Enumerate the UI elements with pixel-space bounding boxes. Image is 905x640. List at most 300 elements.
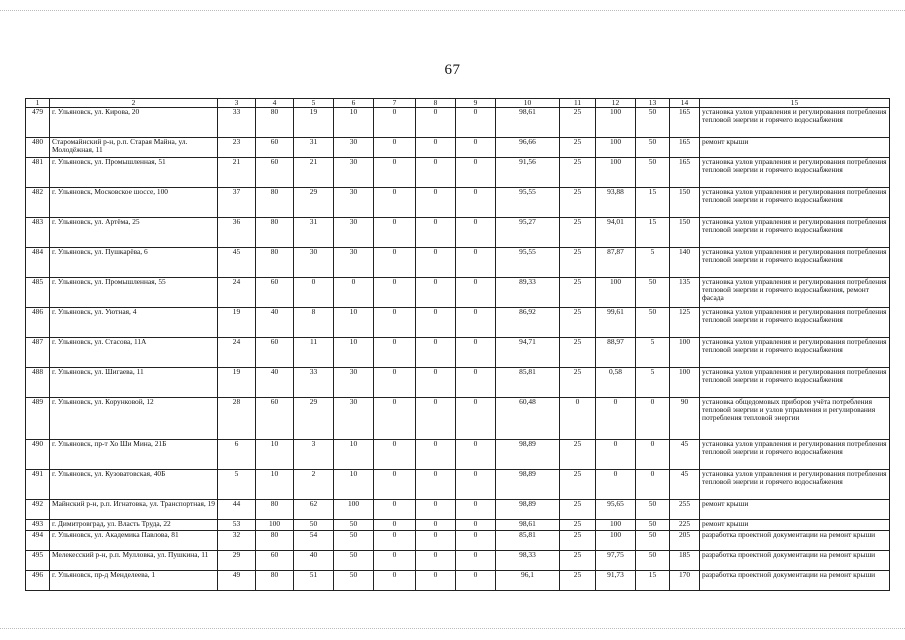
column-header-1: 1 bbox=[26, 99, 50, 108]
table-cell-col-2: г. Ульяновск, Московское шоссе, 100 bbox=[50, 188, 218, 218]
table-cell-col-1: 496 bbox=[26, 571, 50, 591]
table-cell-col-3: 37 bbox=[218, 188, 256, 218]
table-row bbox=[26, 188, 890, 218]
table-cell-col-13: 50 bbox=[636, 500, 670, 520]
table-cell-col-12: 0 bbox=[596, 470, 636, 500]
column-header-4: 4 bbox=[256, 99, 294, 108]
table-cell-col-7: 0 bbox=[374, 188, 416, 218]
table-cell-col-4: 80 bbox=[256, 248, 294, 278]
table-cell-col-4: 60 bbox=[256, 138, 294, 158]
table-cell-col-15: установка узлов управления и регулирования потребления тепловой энергии и горячего водоснабжения bbox=[700, 368, 890, 398]
table-cell-col-5: 8 bbox=[294, 308, 334, 338]
table-cell-col-13: 5 bbox=[636, 368, 670, 398]
table-cell-col-4: 60 bbox=[256, 551, 294, 571]
table-cell-col-8: 0 bbox=[416, 218, 456, 248]
table-cell-col-7: 0 bbox=[374, 308, 416, 338]
table-cell-col-4: 100 bbox=[256, 520, 294, 531]
table-cell-col-4: 40 bbox=[256, 368, 294, 398]
table-cell-col-4: 60 bbox=[256, 278, 294, 308]
table-cell-col-10: 86,92 bbox=[496, 308, 560, 338]
table-cell-col-8: 0 bbox=[416, 278, 456, 308]
table-cell-col-13: 15 bbox=[636, 188, 670, 218]
table-cell-col-5: 30 bbox=[294, 248, 334, 278]
table-cell-col-11: 25 bbox=[560, 520, 596, 531]
table-cell-col-14: 100 bbox=[670, 368, 700, 398]
table-row bbox=[26, 470, 890, 500]
table-cell-col-6: 30 bbox=[334, 218, 374, 248]
table-cell-col-1: 494 bbox=[26, 531, 50, 551]
table-cell-col-8: 0 bbox=[416, 138, 456, 158]
table-cell-col-5: 21 bbox=[294, 158, 334, 188]
table-row bbox=[26, 248, 890, 278]
table-cell-col-5: 31 bbox=[294, 218, 334, 248]
table-cell-col-6: 0 bbox=[334, 278, 374, 308]
table-cell-col-9: 0 bbox=[456, 338, 496, 368]
table-cell-col-11: 25 bbox=[560, 368, 596, 398]
table-cell-col-14: 100 bbox=[670, 338, 700, 368]
table-cell-col-10: 98,33 bbox=[496, 551, 560, 571]
table-cell-col-2: Майнский р-н, р.п. Игнатовка, ул. Транспортная, 19 bbox=[50, 500, 218, 520]
table-cell-col-4: 80 bbox=[256, 531, 294, 551]
column-header-15: 15 bbox=[700, 99, 890, 108]
column-header-8: 8 bbox=[416, 99, 456, 108]
table-cell-col-11: 25 bbox=[560, 571, 596, 591]
table-cell-col-15: ремонт крыши bbox=[700, 500, 890, 520]
table-cell-col-12: 100 bbox=[596, 520, 636, 531]
table-cell-col-1: 487 bbox=[26, 338, 50, 368]
table-cell-col-15: установка узлов управления и регулирования потребления тепловой энергии и горячего водоснабжения bbox=[700, 440, 890, 470]
table-cell-col-6: 50 bbox=[334, 531, 374, 551]
column-header-13: 13 bbox=[636, 99, 670, 108]
table-cell-col-2: Старомайнский р-н, р.п. Старая Майна, ул. Молодёжная, 11 bbox=[50, 138, 218, 158]
table-cell-col-3: 21 bbox=[218, 158, 256, 188]
table-cell-col-14: 205 bbox=[670, 531, 700, 551]
table-cell-col-1: 485 bbox=[26, 278, 50, 308]
table-cell-col-6: 10 bbox=[334, 440, 374, 470]
table-row bbox=[26, 278, 890, 308]
scan-artifact-top bbox=[0, 10, 905, 15]
table-cell-col-3: 5 bbox=[218, 470, 256, 500]
table-cell-col-7: 0 bbox=[374, 158, 416, 188]
table-cell-col-9: 0 bbox=[456, 158, 496, 188]
column-header-12: 12 bbox=[596, 99, 636, 108]
table-cell-col-6: 10 bbox=[334, 308, 374, 338]
table-cell-col-7: 0 bbox=[374, 551, 416, 571]
table-cell-col-12: 0 bbox=[596, 398, 636, 440]
table-cell-col-15: установка узлов управления и регулирования потребления тепловой энергии и горячего водоснабжения, ремонт фасада bbox=[700, 278, 890, 308]
table-cell-col-3: 45 bbox=[218, 248, 256, 278]
table-cell-col-4: 40 bbox=[256, 308, 294, 338]
table-cell-col-9: 0 bbox=[456, 188, 496, 218]
table-cell-col-13: 0 bbox=[636, 440, 670, 470]
table-cell-col-3: 32 bbox=[218, 531, 256, 551]
table-cell-col-3: 44 bbox=[218, 500, 256, 520]
table-cell-col-10: 98,89 bbox=[496, 500, 560, 520]
table-cell-col-4: 10 bbox=[256, 470, 294, 500]
table-cell-col-4: 80 bbox=[256, 108, 294, 138]
table-cell-col-15: ремонт крыши bbox=[700, 138, 890, 158]
table-cell-col-14: 170 bbox=[670, 571, 700, 591]
table-cell-col-10: 96,66 bbox=[496, 138, 560, 158]
table-cell-col-14: 185 bbox=[670, 551, 700, 571]
table-cell-col-5: 29 bbox=[294, 188, 334, 218]
table-cell-col-2: г. Ульяновск, ул. Промышленная, 51 bbox=[50, 158, 218, 188]
table-cell-col-3: 24 bbox=[218, 278, 256, 308]
table-cell-col-7: 0 bbox=[374, 531, 416, 551]
table-cell-col-9: 0 bbox=[456, 368, 496, 398]
table-cell-col-13: 50 bbox=[636, 138, 670, 158]
table-cell-col-6: 10 bbox=[334, 470, 374, 500]
table-cell-col-7: 0 bbox=[374, 278, 416, 308]
table-cell-col-13: 50 bbox=[636, 531, 670, 551]
table-cell-col-2: г. Ульяновск, ул. Пушкарёва, 6 bbox=[50, 248, 218, 278]
column-header-9: 9 bbox=[456, 99, 496, 108]
table-cell-col-8: 0 bbox=[416, 531, 456, 551]
table-cell-col-14: 150 bbox=[670, 188, 700, 218]
table-cell-col-10: 98,61 bbox=[496, 108, 560, 138]
table-cell-col-11: 0 bbox=[560, 398, 596, 440]
table-cell-col-7: 0 bbox=[374, 500, 416, 520]
table-cell-col-8: 0 bbox=[416, 308, 456, 338]
table-cell-col-15: разработка проектной документации на ремонт крыши bbox=[700, 551, 890, 571]
table-cell-col-3: 23 bbox=[218, 138, 256, 158]
table-cell-col-15: установка узлов управления и регулирования потребления тепловой энергии и горячего водоснабжения bbox=[700, 308, 890, 338]
table-cell-col-7: 0 bbox=[374, 571, 416, 591]
table-cell-col-6: 30 bbox=[334, 368, 374, 398]
table-cell-col-8: 0 bbox=[416, 551, 456, 571]
table-cell-col-8: 0 bbox=[416, 338, 456, 368]
table-cell-col-13: 50 bbox=[636, 278, 670, 308]
column-header-14: 14 bbox=[670, 99, 700, 108]
table-cell-col-13: 50 bbox=[636, 108, 670, 138]
table-cell-col-3: 6 bbox=[218, 440, 256, 470]
table-cell-col-14: 90 bbox=[670, 398, 700, 440]
table-cell-col-1: 490 bbox=[26, 440, 50, 470]
table-cell-col-3: 19 bbox=[218, 308, 256, 338]
table-cell-col-12: 100 bbox=[596, 278, 636, 308]
table-cell-col-1: 481 bbox=[26, 158, 50, 188]
table-cell-col-12: 87,87 bbox=[596, 248, 636, 278]
table-cell-col-10: 98,89 bbox=[496, 470, 560, 500]
table-cell-col-12: 100 bbox=[596, 138, 636, 158]
table-cell-col-2: г. Ульяновск, ул. Уютная, 4 bbox=[50, 308, 218, 338]
table-cell-col-1: 488 bbox=[26, 368, 50, 398]
table-cell-col-14: 165 bbox=[670, 108, 700, 138]
table-cell-col-15: установка узлов управления и регулирования потребления тепловой энергии и горячего водоснабжения bbox=[700, 218, 890, 248]
table-cell-col-10: 98,89 bbox=[496, 440, 560, 470]
column-header-11: 11 bbox=[560, 99, 596, 108]
table-cell-col-10: 95,27 bbox=[496, 218, 560, 248]
table-row bbox=[26, 531, 890, 551]
table-row bbox=[26, 571, 890, 591]
table-cell-col-3: 19 bbox=[218, 368, 256, 398]
table-cell-col-11: 25 bbox=[560, 218, 596, 248]
data-table bbox=[25, 98, 890, 591]
table-cell-col-12: 88,97 bbox=[596, 338, 636, 368]
table-cell-col-11: 25 bbox=[560, 158, 596, 188]
table-row bbox=[26, 520, 890, 531]
table-cell-col-3: 24 bbox=[218, 338, 256, 368]
table-cell-col-10: 96,1 bbox=[496, 571, 560, 591]
table-cell-col-1: 493 bbox=[26, 520, 50, 531]
table-cell-col-14: 45 bbox=[670, 470, 700, 500]
table-cell-col-7: 0 bbox=[374, 338, 416, 368]
table-cell-col-13: 0 bbox=[636, 398, 670, 440]
table-cell-col-10: 98,61 bbox=[496, 520, 560, 531]
table-cell-col-7: 0 bbox=[374, 108, 416, 138]
table-cell-col-5: 54 bbox=[294, 531, 334, 551]
table-cell-col-11: 25 bbox=[560, 551, 596, 571]
table-cell-col-9: 0 bbox=[456, 440, 496, 470]
table-row bbox=[26, 551, 890, 571]
table-cell-col-8: 0 bbox=[416, 368, 456, 398]
table-cell-col-13: 50 bbox=[636, 520, 670, 531]
table-cell-col-8: 0 bbox=[416, 188, 456, 218]
table-cell-col-1: 479 bbox=[26, 108, 50, 138]
table-cell-col-12: 100 bbox=[596, 531, 636, 551]
table-cell-col-12: 94,01 bbox=[596, 218, 636, 248]
table-cell-col-10: 95,55 bbox=[496, 248, 560, 278]
table-cell-col-1: 482 bbox=[26, 188, 50, 218]
page-number: 67 bbox=[444, 62, 461, 78]
table-cell-col-8: 0 bbox=[416, 440, 456, 470]
table-cell-col-12: 0 bbox=[596, 440, 636, 470]
table-cell-col-5: 62 bbox=[294, 500, 334, 520]
table-cell-col-5: 33 bbox=[294, 368, 334, 398]
table-cell-col-2: г. Ульяновск, ул. Промышленная, 55 bbox=[50, 278, 218, 308]
table-cell-col-2: г. Ульяновск, ул. Кирова, 20 bbox=[50, 108, 218, 138]
table-cell-col-2: г. Ульяновск, пр-т Хо Ши Мина, 21Б bbox=[50, 440, 218, 470]
table-cell-col-14: 125 bbox=[670, 308, 700, 338]
table-cell-col-2: г. Димитровград, ул. Власть Труда, 22 bbox=[50, 520, 218, 531]
table-cell-col-6: 30 bbox=[334, 138, 374, 158]
table-cell-col-5: 29 bbox=[294, 398, 334, 440]
table-cell-col-9: 0 bbox=[456, 218, 496, 248]
table-row bbox=[26, 338, 890, 368]
table-cell-col-13: 15 bbox=[636, 218, 670, 248]
table-cell-col-13: 50 bbox=[636, 308, 670, 338]
table-cell-col-6: 30 bbox=[334, 158, 374, 188]
table-cell-col-9: 0 bbox=[456, 551, 496, 571]
table-body bbox=[26, 108, 890, 591]
table-cell-col-4: 80 bbox=[256, 500, 294, 520]
table-cell-col-1: 486 bbox=[26, 308, 50, 338]
table-cell-col-6: 50 bbox=[334, 551, 374, 571]
table-row bbox=[26, 500, 890, 520]
table-cell-col-11: 25 bbox=[560, 338, 596, 368]
table-cell-col-9: 0 bbox=[456, 531, 496, 551]
table-cell-col-15: разработка проектной документации на ремонт крыши bbox=[700, 571, 890, 591]
table-cell-col-15: установка узлов управления и регулирования потребления тепловой энергии и горячего водоснабжения bbox=[700, 188, 890, 218]
table-cell-col-11: 25 bbox=[560, 248, 596, 278]
table-cell-col-14: 255 bbox=[670, 500, 700, 520]
table-cell-col-2: г. Ульяновск, ул. Кузоватовская, 40Б bbox=[50, 470, 218, 500]
table-cell-col-6: 100 bbox=[334, 500, 374, 520]
table-cell-col-8: 0 bbox=[416, 520, 456, 531]
table-row bbox=[26, 440, 890, 470]
table-cell-col-4: 60 bbox=[256, 158, 294, 188]
table-cell-col-13: 5 bbox=[636, 338, 670, 368]
table-cell-col-2: Мелекесский р-н, р.п. Мулловка, ул. Пушкина, 11 bbox=[50, 551, 218, 571]
table-cell-col-1: 489 bbox=[26, 398, 50, 440]
table-cell-col-4: 80 bbox=[256, 571, 294, 591]
table-cell-col-2: г. Ульяновск, пр-д Менделеева, 1 bbox=[50, 571, 218, 591]
table-cell-col-12: 95,65 bbox=[596, 500, 636, 520]
table-row bbox=[26, 158, 890, 188]
table-cell-col-15: установка узлов управления и регулирования потребления тепловой энергии и горячего водоснабжения bbox=[700, 470, 890, 500]
table-cell-col-7: 0 bbox=[374, 368, 416, 398]
table-cell-col-5: 3 bbox=[294, 440, 334, 470]
table-cell-col-4: 10 bbox=[256, 440, 294, 470]
table-cell-col-8: 0 bbox=[416, 470, 456, 500]
table-cell-col-14: 225 bbox=[670, 520, 700, 531]
table-row bbox=[26, 308, 890, 338]
table-cell-col-7: 0 bbox=[374, 470, 416, 500]
table-cell-col-5: 40 bbox=[294, 551, 334, 571]
column-header-2: 2 bbox=[50, 99, 218, 108]
table-cell-col-14: 45 bbox=[670, 440, 700, 470]
table-cell-col-14: 165 bbox=[670, 158, 700, 188]
column-header-3: 3 bbox=[218, 99, 256, 108]
table-row bbox=[26, 138, 890, 158]
table-cell-col-11: 25 bbox=[560, 531, 596, 551]
column-header-7: 7 bbox=[374, 99, 416, 108]
table-cell-col-1: 492 bbox=[26, 500, 50, 520]
table-cell-col-2: г. Ульяновск, ул. Артёма, 25 bbox=[50, 218, 218, 248]
table-cell-col-9: 0 bbox=[456, 571, 496, 591]
table-cell-col-12: 100 bbox=[596, 108, 636, 138]
table-row bbox=[26, 108, 890, 138]
table-cell-col-15: ремонт крыши bbox=[700, 520, 890, 531]
table-cell-col-8: 0 bbox=[416, 500, 456, 520]
table-cell-col-9: 0 bbox=[456, 278, 496, 308]
table-cell-col-8: 0 bbox=[416, 248, 456, 278]
column-header-10: 10 bbox=[496, 99, 560, 108]
table-cell-col-9: 0 bbox=[456, 520, 496, 531]
table-cell-col-8: 0 bbox=[416, 158, 456, 188]
table-cell-col-1: 495 bbox=[26, 551, 50, 571]
table-cell-col-13: 15 bbox=[636, 571, 670, 591]
table-cell-col-10: 91,56 bbox=[496, 158, 560, 188]
table-cell-col-5: 31 bbox=[294, 138, 334, 158]
table-cell-col-3: 33 bbox=[218, 108, 256, 138]
table-cell-col-6: 30 bbox=[334, 188, 374, 218]
table-cell-col-1: 480 bbox=[26, 138, 50, 158]
table-cell-col-11: 25 bbox=[560, 188, 596, 218]
table-cell-col-3: 28 bbox=[218, 398, 256, 440]
table-cell-col-3: 53 bbox=[218, 520, 256, 531]
table-cell-col-5: 0 bbox=[294, 278, 334, 308]
table-cell-col-10: 60,48 bbox=[496, 398, 560, 440]
table-cell-col-9: 0 bbox=[456, 398, 496, 440]
table-cell-col-13: 50 bbox=[636, 158, 670, 188]
table-header-row bbox=[26, 99, 890, 108]
table-cell-col-12: 91,73 bbox=[596, 571, 636, 591]
table-cell-col-10: 85,81 bbox=[496, 368, 560, 398]
table-cell-col-8: 0 bbox=[416, 571, 456, 591]
table-cell-col-13: 0 bbox=[636, 470, 670, 500]
table-cell-col-6: 10 bbox=[334, 108, 374, 138]
table-cell-col-3: 29 bbox=[218, 551, 256, 571]
table-cell-col-7: 0 bbox=[374, 440, 416, 470]
column-header-6: 6 bbox=[334, 99, 374, 108]
table-cell-col-7: 0 bbox=[374, 218, 416, 248]
table-cell-col-9: 0 bbox=[456, 470, 496, 500]
table-row bbox=[26, 218, 890, 248]
table-cell-col-5: 50 bbox=[294, 520, 334, 531]
table-cell-col-13: 50 bbox=[636, 551, 670, 571]
table-cell-col-9: 0 bbox=[456, 138, 496, 158]
table-cell-col-6: 30 bbox=[334, 398, 374, 440]
table-cell-col-11: 25 bbox=[560, 278, 596, 308]
table-cell-col-15: установка узлов управления и регулирования потребления тепловой энергии и горячего водоснабжения bbox=[700, 248, 890, 278]
table-row bbox=[26, 398, 890, 440]
table-cell-col-15: установка узлов управления и регулирования потребления тепловой энергии и горячего водоснабжения bbox=[700, 338, 890, 368]
table-cell-col-15: установка узлов управления и регулирования потребления тепловой энергии и горячего водоснабжения bbox=[700, 108, 890, 138]
table-cell-col-8: 0 bbox=[416, 398, 456, 440]
table-cell-col-12: 99,61 bbox=[596, 308, 636, 338]
table-cell-col-9: 0 bbox=[456, 248, 496, 278]
table-cell-col-6: 50 bbox=[334, 520, 374, 531]
table-cell-col-4: 80 bbox=[256, 218, 294, 248]
table-cell-col-14: 140 bbox=[670, 248, 700, 278]
table-cell-col-13: 5 bbox=[636, 248, 670, 278]
table-cell-col-10: 95,55 bbox=[496, 188, 560, 218]
table-cell-col-11: 25 bbox=[560, 308, 596, 338]
table-cell-col-6: 50 bbox=[334, 571, 374, 591]
table-cell-col-2: г. Ульяновск, ул. Корунковой, 12 bbox=[50, 398, 218, 440]
table-cell-col-12: 97,75 bbox=[596, 551, 636, 571]
table-cell-col-1: 484 bbox=[26, 248, 50, 278]
table-cell-col-11: 25 bbox=[560, 500, 596, 520]
table-cell-col-9: 0 bbox=[456, 308, 496, 338]
table-cell-col-4: 60 bbox=[256, 398, 294, 440]
table-cell-col-15: установка узлов управления и регулирования потребления тепловой энергии и горячего водоснабжения bbox=[700, 158, 890, 188]
table-cell-col-10: 94,71 bbox=[496, 338, 560, 368]
table-cell-col-5: 51 bbox=[294, 571, 334, 591]
table-cell-col-7: 0 bbox=[374, 520, 416, 531]
table-cell-col-15: установка общедомовых приборов учёта потребления тепловой энергии и узлов управления и регулирования потребления тепловой энергии bbox=[700, 398, 890, 440]
table-cell-col-9: 0 bbox=[456, 108, 496, 138]
table-cell-col-5: 11 bbox=[294, 338, 334, 368]
table-cell-col-11: 25 bbox=[560, 108, 596, 138]
table-cell-col-6: 30 bbox=[334, 248, 374, 278]
table-cell-col-12: 93,88 bbox=[596, 188, 636, 218]
column-header-5: 5 bbox=[294, 99, 334, 108]
table-cell-col-1: 491 bbox=[26, 470, 50, 500]
table-cell-col-10: 85,81 bbox=[496, 531, 560, 551]
table-cell-col-2: г. Ульяновск, ул. Шигаева, 11 bbox=[50, 368, 218, 398]
table-cell-col-3: 49 bbox=[218, 571, 256, 591]
table-cell-col-4: 60 bbox=[256, 338, 294, 368]
table-cell-col-10: 89,33 bbox=[496, 278, 560, 308]
table-cell-col-14: 135 bbox=[670, 278, 700, 308]
table-cell-col-8: 0 bbox=[416, 108, 456, 138]
table-cell-col-7: 0 bbox=[374, 398, 416, 440]
table-cell-col-4: 80 bbox=[256, 188, 294, 218]
table-cell-col-11: 25 bbox=[560, 470, 596, 500]
table-cell-col-3: 36 bbox=[218, 218, 256, 248]
table-cell-col-6: 10 bbox=[334, 338, 374, 368]
table-cell-col-11: 25 bbox=[560, 138, 596, 158]
table-row bbox=[26, 368, 890, 398]
table-cell-col-15: разработка проектной документации на ремонт крыши bbox=[700, 531, 890, 551]
table-cell-col-2: г. Ульяновск, ул. Академика Павлова, 81 bbox=[50, 531, 218, 551]
table-cell-col-7: 0 bbox=[374, 248, 416, 278]
table-cell-col-12: 100 bbox=[596, 158, 636, 188]
table-cell-col-14: 150 bbox=[670, 218, 700, 248]
table-cell-col-11: 25 bbox=[560, 440, 596, 470]
